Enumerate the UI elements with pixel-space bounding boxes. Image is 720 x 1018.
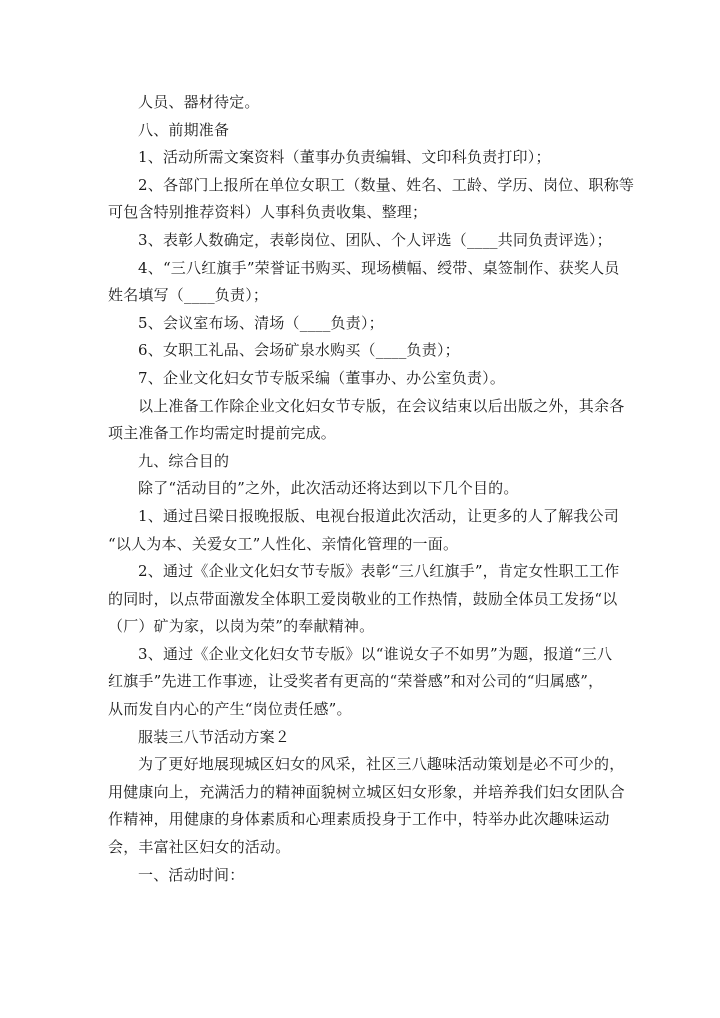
section-heading: 八、前期准备 <box>138 120 230 139</box>
paragraph-line: 4、“三八红旗手”荣誉证书购买、现场横幅、绶带、桌签制作、获奖人员 <box>138 258 620 277</box>
paragraph-line: 6、女职工礼品、会场矿泉水购买（____负责）； <box>138 341 460 360</box>
paragraph-line: 7、企业文化妇女节专版采编（董事办、办公室负责）。 <box>138 368 506 387</box>
paragraph-line: 从而发自内心的产生“岗位责任感”。 <box>108 700 352 719</box>
paragraph-line: 用健康向上，充满活力的精神面貌树立城区妇女形象，并培养我们妇女团队合 <box>108 782 625 801</box>
paragraph-line: 2、通过《企业文化妇女节专版》表彰“三八红旗手”，肯定女性职工工作 <box>138 562 620 581</box>
paragraph-line: 会，丰富社区妇女的活动。 <box>108 838 291 857</box>
paragraph-line: 姓名填写（____负责）； <box>108 286 269 305</box>
paragraph-line: 除了“活动目的”之外，此次活动还将达到以下几个目的。 <box>138 479 519 498</box>
paragraph-line: 以上准备工作除企业文化妇女节专版，在会议结束以后出版之外，其余各 <box>138 396 625 415</box>
paragraph-line: 2、各部门上报所在单位女职工（数量、姓名、工龄、学历、岗位、职称等 <box>138 175 635 194</box>
paragraph-line: 3、通过《企业文化妇女节专版》以“谁说女子不如男”为题，报道“三八 <box>138 644 613 663</box>
paragraph-line: 1、活动所需文案资料（董事办负责编辑、文印科负责打印）； <box>138 148 551 167</box>
section-heading: 九、综合目的 <box>138 451 230 470</box>
paragraph-line: 红旗手”先进工作事迹，让受奖者有更高的“荣誉感”和对公司的“归属感”， <box>108 672 604 691</box>
paragraph-line: 1、通过吕梁日报晚报版、电视台报道此次活动，让更多的人了解我公司 <box>138 506 619 525</box>
paragraph-line: 的同时，以点带面激发全体职工爱岗敬业的工作热情，鼓励全体员工发扬“以 <box>108 589 618 608</box>
paragraph-line: “以人为本、关爱女工”人性化、亲情化管理的一面。 <box>108 534 459 553</box>
paragraph-line: 3、表彰人数确定，表彰岗位、团队、个人评选（____共同负责评选）； <box>138 230 612 249</box>
document-subtitle: 服装三八节活动方案２ <box>138 727 291 746</box>
paragraph-line: 项主准备工作均需定时提前完成。 <box>108 424 337 443</box>
paragraph-line: 为了更好地展现城区妇女的风采，社区三八趣味活动策划是必不可少的， <box>138 755 625 774</box>
paragraph-line: 可包含特别推荐资料）人事科负责收集、整理； <box>108 203 428 222</box>
paragraph-line: 人员、器材待定。 <box>138 93 260 111</box>
document-body <box>108 89 644 889</box>
paragraph-line: （厂）矿为家，以岗为荣”的奉献精神。 <box>108 617 375 636</box>
paragraph-line: 作精神，用健康的身体素质和心理素质投身于工作中，特举办此次趣味运动 <box>108 810 610 829</box>
section-heading: 一、活动时间： <box>138 865 245 884</box>
paragraph-line: 5、会议室布场、清场（____负责）； <box>138 313 384 332</box>
